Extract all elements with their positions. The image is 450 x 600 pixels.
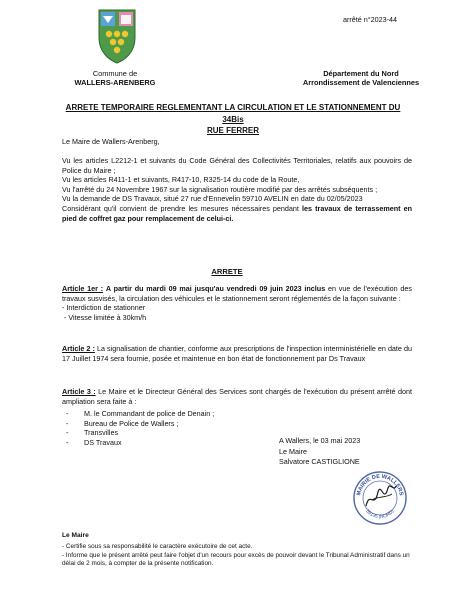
visa-line: Vu les articles R411-1 et suivants, R417-10, R325-14 du code de la Route, xyxy=(62,175,300,185)
arrondissement-name: Arrondissement de Valenciennes xyxy=(302,78,420,88)
commune-block xyxy=(62,69,168,88)
recipient-item: - M. le Commandant de police de Denain ; xyxy=(62,409,412,419)
article-1-intro: A partir du xyxy=(105,284,144,293)
commune-label: Commune de xyxy=(92,69,138,78)
arrete-heading: ARRETE xyxy=(211,267,243,276)
considerant-text: Considérant qu'il convient de prendre les mesures nécessaires pendant xyxy=(62,203,299,213)
svg-text:MAIRIE DE WALLERS: MAIRIE DE WALLERS xyxy=(356,473,404,497)
article-2 xyxy=(62,344,412,363)
mairie-seal-stamp xyxy=(352,470,408,526)
considerant-line xyxy=(62,204,412,223)
visa-line: Vu l'arrêté du 24 Novembre 1967 sur la signalisation routière modifié par des arrêtés subséquents ; xyxy=(62,184,378,194)
article-3-label: Article 3 : xyxy=(62,387,96,396)
recipient-item: - DS Travaux xyxy=(62,438,412,448)
article-2-text: La signalisation de chantier, conforme aux prescriptions de l'inspection interministérielle en date du 17 Juillet 1974 sera fournie, posée et maintenue en bon état de fonctionnement par Ds Travaux xyxy=(62,344,412,363)
article-1-item: - Interdiction de stationner xyxy=(62,303,146,313)
document-title xyxy=(60,102,406,137)
article-3-text: Le Maire et le Directeur Général des Services sont chargés de l'exécution du présent arrêté dont ampliation sera faite à : xyxy=(62,387,412,406)
article-1-text: en vue de l'exécution des travaux susvisés, la circulation des véhicules et le stationnement seront réglementés de la façon suivante : xyxy=(62,284,412,303)
article-1-label: Article 1er : xyxy=(62,284,104,293)
footer-note-line: - Informe que le présent arrêté peut faire l'objet d'un recours pour excès de pouvoir devant le Tribunal Administratif dans un délai de 2 mois, à compter de la présente notification. xyxy=(62,551,410,568)
recipient-item: - Transvilles xyxy=(62,428,412,438)
signature-name: Salvatore CASTIGLIONE xyxy=(279,457,360,466)
article-1-dates: mardi 09 mai jusqu'au vendredi 09 juin 2023 inclus xyxy=(146,284,326,293)
article-1 xyxy=(62,284,412,322)
commune-name: WALLERS-ARENBERG xyxy=(74,78,156,88)
considerant-works: les travaux de terrassement en pied de coffret gaz pour remplacement de celui-ci. xyxy=(62,203,412,223)
visa-line: Vu les articles L2212-1 et suivants du Code Général des Collectivités Territoriales, relatifs aux pouvoirs de Police du Maire ; xyxy=(62,156,412,175)
article-2-label: Article 2 : xyxy=(62,344,95,353)
footer-note-line: - Certifie sous sa responsabilité le caractère exécutoire de cet acte. xyxy=(62,543,253,550)
article-3-body xyxy=(62,387,412,406)
department-block xyxy=(291,69,431,88)
article-1-body xyxy=(62,284,412,303)
footer-notes xyxy=(62,543,422,569)
signature-block xyxy=(279,436,360,468)
article-1-item: - Vitesse limitée à 30km/h xyxy=(64,312,147,322)
recipient-item: - Bureau de Police de Wallers ; xyxy=(62,419,412,429)
signature-place-date: A Wallers, le 03 mai 2023 xyxy=(279,436,361,445)
greeting: Le Maire de Wallers-Arenberg, xyxy=(62,137,160,146)
title-line: RUE FERRER xyxy=(206,126,259,135)
title-line: ARRETE TEMPORAIRE REGLEMENTANT LA CIRCULATION ET LE STATIONNEMENT DU 34Bis xyxy=(65,103,401,124)
footer-maire-label: Le Maire xyxy=(62,532,89,539)
signature-role: Le Maire xyxy=(279,446,307,456)
svg-text:59135 (NORD): 59135 (NORD) xyxy=(364,509,396,521)
department-name: Département du Nord xyxy=(323,69,399,78)
visa-line: Vu la demande de DS Travaux, situé 27 rue d'Ennevelin 59710 AVELIN en date du 02/05/2023 xyxy=(62,194,363,204)
arrete-reference: arrêté n°2023-44 xyxy=(343,15,398,24)
coat-of-arms-logo xyxy=(97,8,137,64)
visas-block xyxy=(62,156,412,223)
